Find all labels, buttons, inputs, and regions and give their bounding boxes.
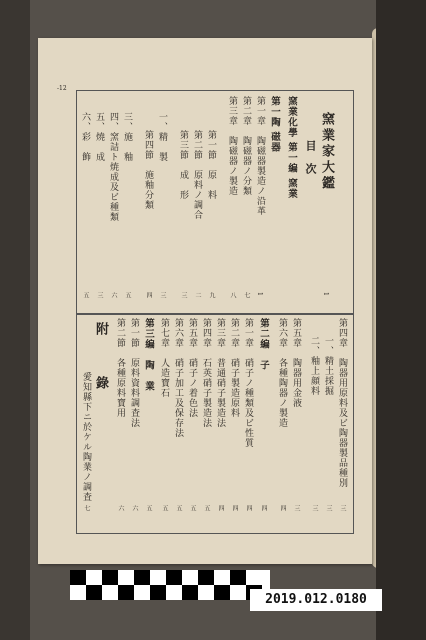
background-left <box>0 0 30 640</box>
page-ref: 三 <box>180 292 187 298</box>
toc-entry: 第五章 硝子ノ着色法 <box>187 318 197 418</box>
toc-entry: 第一節 原 料 <box>206 130 216 200</box>
page-ref: 四 <box>231 505 238 511</box>
toc-entry: 第四章 石英硝子製造法 <box>201 318 211 428</box>
toc-entry: 第六章 硝子加工及保存法 <box>173 318 183 438</box>
toc-entry: 第二編 子 <box>258 318 269 371</box>
page-ref: 三 <box>159 292 166 298</box>
page-ref: 1 <box>256 292 263 296</box>
page-ref: 八 <box>229 292 236 298</box>
page-ref: 四 <box>260 505 267 511</box>
toc-entry: 第三節 成 形 <box>178 130 188 200</box>
page-ref: 1 <box>322 292 329 296</box>
page-ref: 五 <box>82 292 89 298</box>
page-ref: 三 <box>96 292 103 298</box>
page-ref: 六 <box>110 292 117 298</box>
page-ref: 六 <box>131 505 138 511</box>
toc-entry: 第三章 陶磁器ノ製造 <box>227 96 237 196</box>
toc-entry: 第一章 陶磁器製造ノ沿革 <box>255 96 265 216</box>
toc-entry: 一、精土採掘 <box>323 336 333 396</box>
appendix-heading: 附 錄 <box>93 322 108 403</box>
toc-entry: 第三章 普通硝子製造法 <box>215 318 225 428</box>
book-title: 窯業家大鑑 <box>319 112 334 192</box>
toc-entry: 五、燒 成 <box>94 112 104 162</box>
toc-entry: 第四節 施釉分類 <box>143 130 153 210</box>
toc-entry: 四、窯詰ト焼成及ビ種類 <box>108 112 118 222</box>
accession-label: 2019.012.0180 <box>250 589 382 611</box>
toc-entry: 第五章 陶器用金液 <box>291 318 301 408</box>
toc-entry: 第一陶 磁器 <box>269 96 280 153</box>
page-ref: 七 <box>243 292 250 298</box>
page-ref: 三 <box>293 505 300 511</box>
toc-entry: 第一章 硝子ノ種類及ビ性質 <box>243 318 253 448</box>
page-ref: 七 <box>83 505 90 511</box>
page-number: -12 <box>57 85 67 92</box>
page-ref: 五 <box>145 505 152 511</box>
toc-entry: 愛知縣下ニ於ケル陶業ノ調査 <box>81 372 91 502</box>
toc-entry: 六、彩 飾 <box>80 112 90 162</box>
background-right <box>376 0 426 640</box>
page-ref: 五 <box>203 505 210 511</box>
page-ref: 四 <box>245 505 252 511</box>
toc-entry: 二、釉上顔料 <box>309 336 319 396</box>
page-ref: 二 <box>194 292 201 298</box>
toc-entry: 第二章 硝子製造原料 <box>229 318 239 418</box>
page-ref: 九 <box>208 292 215 298</box>
page-ref: 三 <box>339 505 346 511</box>
toc-entry: 第七章 人造寶石 <box>159 318 169 398</box>
toc-entry: 第二節 各種原料寶用 <box>115 318 125 418</box>
toc-entry: 第四章 陶器用原料及ビ陶器製品種別 <box>337 318 347 488</box>
toc-entry: 第二節 原料ノ調合 <box>192 130 202 220</box>
part-title: 窯業化學 第一編 窯業 <box>286 96 297 200</box>
page-ref: 五 <box>124 292 131 298</box>
page-ref: 四 <box>145 292 152 298</box>
toc-entry: 第二章 陶磁器ノ分類 <box>241 96 251 196</box>
page-ref: 五 <box>161 505 168 511</box>
page-ref: 三 <box>325 505 332 511</box>
toc-entry: 第三編 陶 業 <box>143 318 154 392</box>
toc-entry: 第六章 各種陶器ノ製造 <box>277 318 287 428</box>
page-ref: 五 <box>189 505 196 511</box>
page-ref: 六 <box>117 505 124 511</box>
page-ref: 四 <box>279 505 286 511</box>
toc-entry: 第一節 原料資料調査法 <box>129 318 139 428</box>
toc-entry: 一、精 製 <box>157 112 167 162</box>
page-ref: 四 <box>217 505 224 511</box>
scale-ruler <box>70 570 270 600</box>
page-ref: 三 <box>311 505 318 511</box>
page-ref: 五 <box>175 505 182 511</box>
toc-entry: 三、施 釉 <box>122 112 132 162</box>
section-title: 目次 <box>304 140 317 186</box>
